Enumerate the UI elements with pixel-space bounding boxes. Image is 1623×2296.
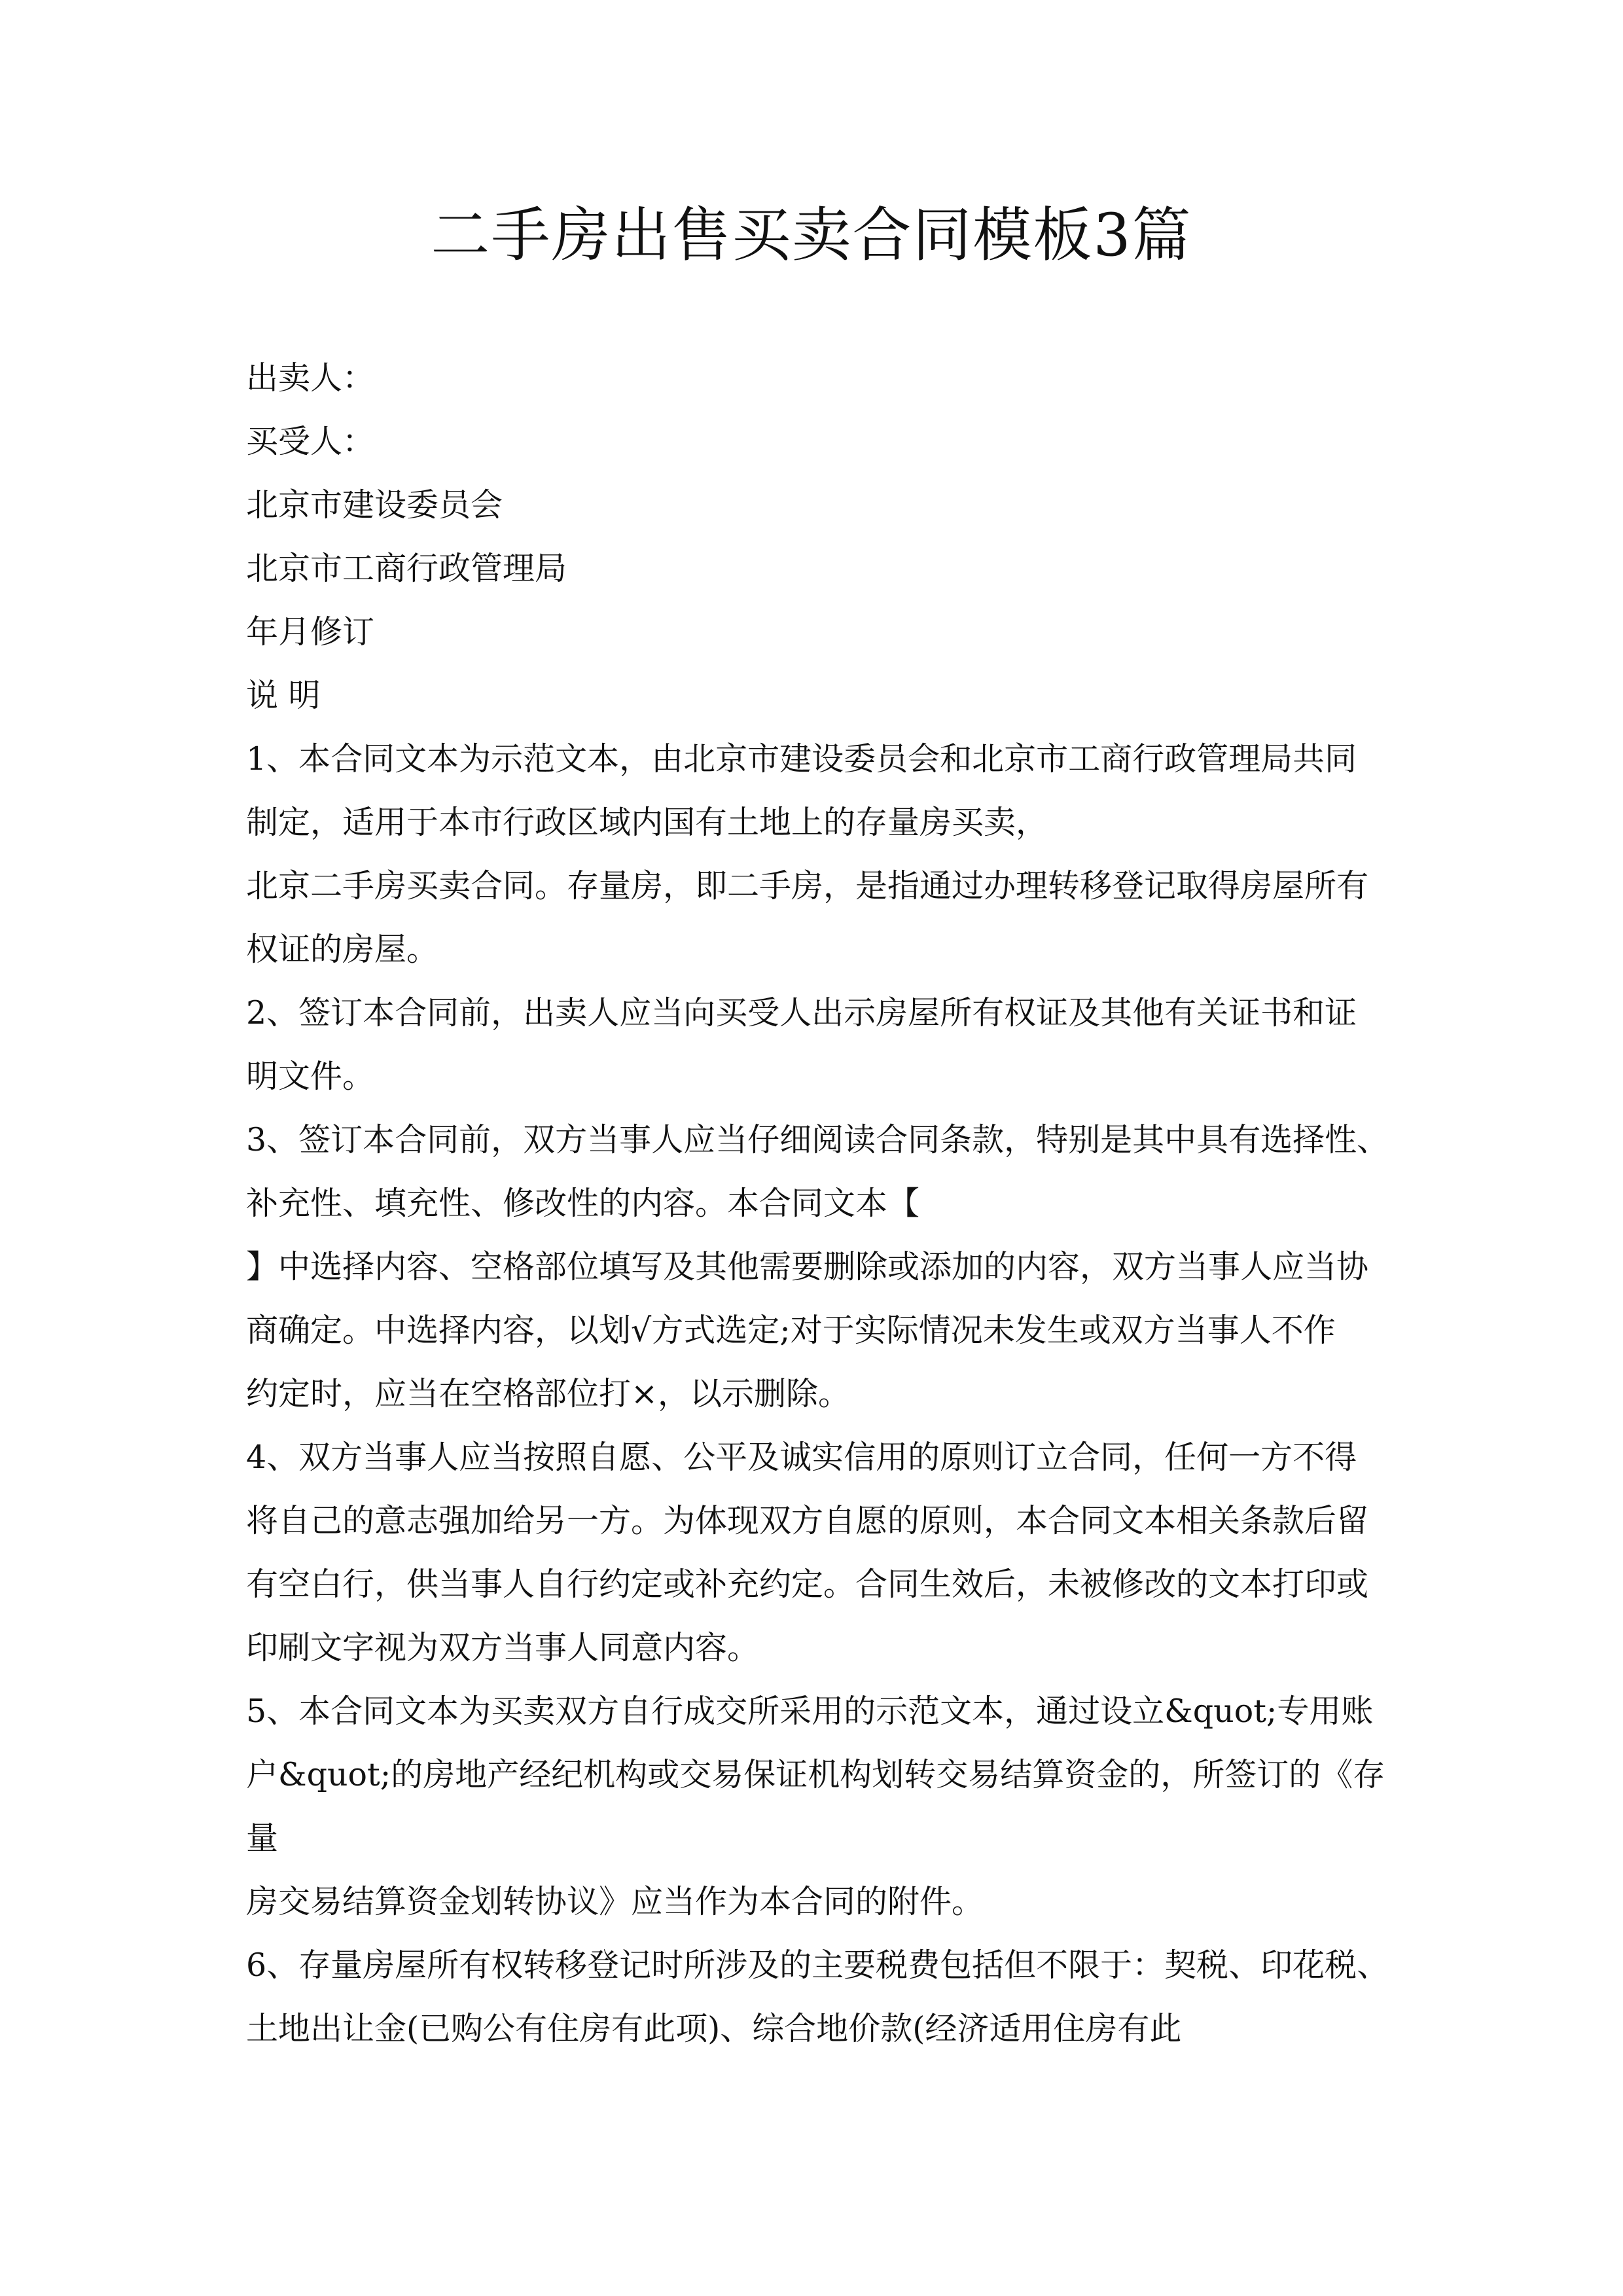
text-line: 】中选择内容、空格部位填写及其他需要删除或添加的内容，双方当事人应当协 [246, 1248, 1369, 1285]
text-line: 出卖人： [246, 359, 375, 397]
text-line: 约定时，应当在空格部位打×，以示删除。 [246, 1375, 851, 1412]
text-line: 3、签订本合同前，双方当事人应当仔细阅读合同条款，特别是其中具有选择性、 [246, 1121, 1389, 1158]
text-line: 明文件。 [246, 1058, 375, 1095]
text-line: 房交易结算资金划转协议》应当作为本合同的附件。 [246, 1883, 984, 1920]
text-line: 2、签订本合同前，出卖人应当向买受人出示房屋所有权证及其他有关证书和证 [246, 994, 1357, 1031]
text-line: 将自己的意志强加给另一方。为体现双方自愿的原则，本合同文本相关条款后留 [246, 1502, 1369, 1539]
text-line: 权证的房屋。 [246, 931, 439, 968]
text-line: 印刷文字视为双方当事人同意内容。 [246, 1629, 760, 1666]
text-line: 买受人： [246, 423, 375, 460]
text-line: 商确定。中选择内容，以划√方式选定;对于实际情况未发生或双方当事人不作 [246, 1312, 1336, 1349]
text-line: 北京市建设委员会 [246, 486, 503, 524]
text-line: 北京市工商行政管理局 [246, 550, 567, 587]
text-line: 5、本合同文本为买卖双方自行成交所采用的示范文本，通过设立&quot;专用账 [246, 1693, 1374, 1730]
text-line: 北京二手房买卖合同。存量房，即二手房，是指通过办理转移登记取得房屋所有 [246, 867, 1369, 905]
document-title: 二手房出售买卖合同模板3篇 [431, 201, 1192, 270]
text-line: 补充性、填充性、修改性的内容。本合同文本【 [246, 1185, 920, 1222]
text-line: 户&quot;的房地产经纪机构或交易保证机构划转交易结算资金的，所签订的《存 [246, 1756, 1385, 1793]
document-body [246, 346, 1424, 2060]
text-line: 年月修订 [246, 613, 375, 651]
text-line: 有空白行，供当事人自行约定或补充约定。合同生效后，未被修改的文本打印或 [246, 1566, 1369, 1603]
text-line: 4、双方当事人应当按照自愿、公平及诚实信用的原则订立合同，任何一方不得 [246, 1439, 1357, 1476]
text-line: 6、存量房屋所有权转移登记时所涉及的主要税费包括但不限于：契税、印花税、 [246, 1946, 1389, 1984]
text-line: 1、本合同文本为示范文本，由北京市建设委员会和北京市工商行政管理局共同 [246, 740, 1357, 778]
text-line: 说 明 [246, 677, 321, 714]
text-line: 量 [246, 1820, 279, 1857]
text-line: 土地出让金(已购公有住房有此项)、综合地价款(经济适用住房有此 [246, 2010, 1182, 2047]
text-line: 制定，适用于本市行政区域内国有土地上的存量房买卖， [246, 804, 1048, 841]
